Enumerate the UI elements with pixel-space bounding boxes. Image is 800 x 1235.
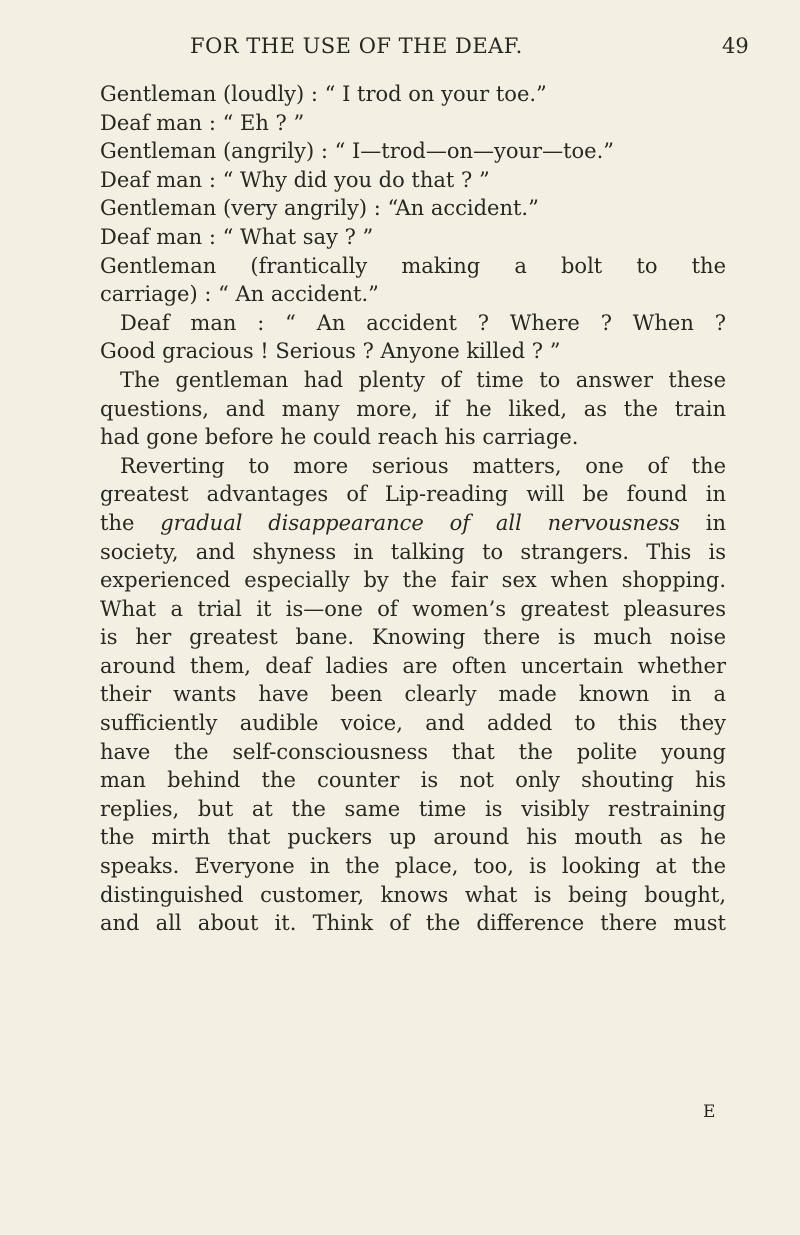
text-line: Deaf man : “ An accident ? Where ? When ? [120, 310, 726, 335]
text-line: replies, but at the same time is visibly restraining [100, 796, 726, 821]
text-line: around them, deaf ladies are often uncertain whether [100, 653, 726, 678]
text-line: have the self-consciousness that the polite young [100, 739, 726, 764]
text-line: Deaf man : “ Eh ? ” [100, 110, 305, 135]
text-line: and all about it. Think of the difference there must [100, 911, 726, 936]
page-body [100, 80, 726, 938]
page-header [0, 34, 800, 74]
emphasis-text: gradual disappearance of all nervousness [160, 510, 680, 535]
text-line: sufficiently audible voice, and added to this they [100, 711, 726, 736]
text-line: Gentleman (very angrily) : “An accident.” [100, 196, 539, 221]
text-line: distinguished customer, knows what is being bought, [100, 882, 726, 907]
text-run: in [679, 510, 726, 535]
text-line: Deaf man : “ Why did you do that ? ” [100, 167, 490, 192]
text-line: greatest advantages of Lip-reading will be found in [100, 482, 726, 507]
text-line: carriage) : “ An accident.” [100, 282, 379, 307]
text-line: The gentleman had plenty of time to answer these [120, 367, 726, 392]
text-line: speaks. Everyone in the place, too, is looking at the [100, 854, 726, 879]
text-line: is her greatest bane. Knowing there is much noise [100, 625, 726, 650]
signature-mark: E [703, 1102, 716, 1122]
text-line: questions, and many more, if he liked, as the train [100, 396, 726, 421]
running-head: FOR THE USE OF THE DEAF. [190, 34, 523, 58]
text-line: Reverting to more serious matters, one of the [120, 453, 726, 478]
text-line: the mirth that puckers up around his mouth as he [100, 825, 726, 850]
text-line: Gentleman (frantically making a bolt to the [100, 253, 726, 278]
text-line: their wants have been clearly made known in a [100, 682, 726, 707]
text-line: had gone before he could reach his carriage. [100, 425, 579, 450]
text-line: Deaf man : “ What say ? ” [100, 224, 374, 249]
text-line: What a trial it is—one of women’s greatest pleasures [100, 596, 726, 621]
text-line: experienced especially by the fair sex when shopping. [100, 568, 726, 593]
text-line: society, and shyness in talking to strangers. This is [100, 539, 726, 564]
text-line: Gentleman (angrily) : “ I—trod—on—your—toe.” [100, 139, 615, 164]
text-line [100, 509, 726, 538]
text-line: Good gracious ! Serious ? Anyone killed ? ” [100, 339, 561, 364]
text-run: the [100, 510, 161, 535]
text-line: Gentleman (loudly) : “ I trod on your toe.” [100, 82, 547, 106]
page-number: 49 [722, 34, 749, 58]
text-line: man behind the counter is not only shouting his [100, 768, 726, 793]
